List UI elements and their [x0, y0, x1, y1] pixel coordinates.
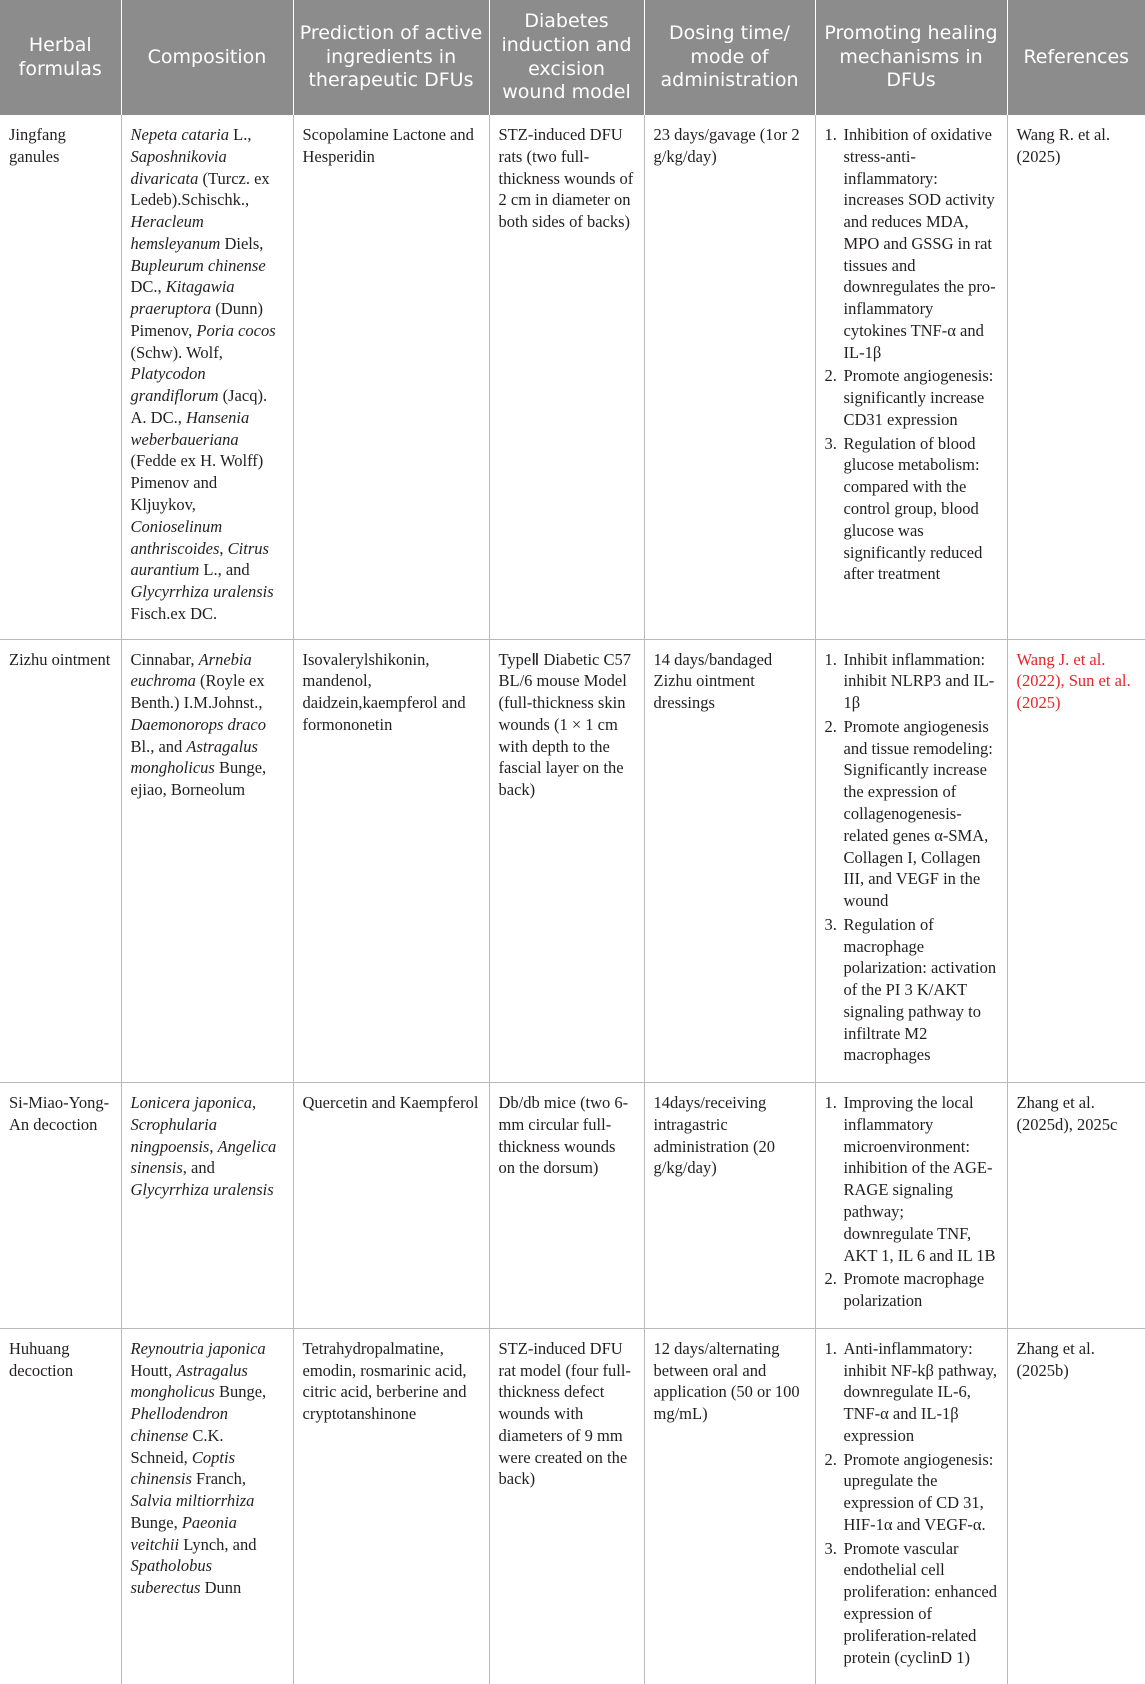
- mechanism-item: Regulation of blood glucose metabolism: compared with the control group, blood glucose was significantly reduced after treatment: [843, 433, 983, 584]
- cell-dosing: 14days/receiving intragastric administration (20 g/kg/day): [644, 1083, 815, 1329]
- mechanism-item: Promote angiogenesis and tissue remodeling: Significantly increase the expression of collagenogenesis-related genes α-SMA, Collagen I, Collagen III, and VEGF in the wound: [843, 716, 993, 911]
- column-header-mechanisms: Promoting healing mechanisms in DFUs: [815, 0, 1007, 115]
- cell-prediction: Scopolamine Lactone and Hesperidin: [293, 115, 489, 639]
- table-row: [0, 639, 1145, 1083]
- table-row: [0, 115, 1145, 639]
- cell-wound-model: Db/db mice (two 6-mm circular full-thickness wounds on the dorsum): [489, 1083, 644, 1329]
- table-row: [0, 1083, 1145, 1329]
- cell-prediction: Tetrahydropalmatine, emodin, rosmarinic acid, citric acid, berberine and cryptotanshinone: [293, 1328, 489, 1684]
- table-body: [0, 115, 1145, 1684]
- cell-herbal-formula: Jingfang ganules: [0, 115, 121, 639]
- cell-composition: Lonicera japonica, Scrophularia ningpoensis, Angelica sinensis, and Glycyrrhiza uralensis: [121, 1083, 293, 1329]
- cell-dosing: 14 days/bandaged Zizhu ointment dressings: [644, 639, 815, 1083]
- cell-wound-model: STZ-induced DFU rat model (four full-thickness defect wounds with diameters of 9 mm were created on the back): [489, 1328, 644, 1684]
- mechanism-item: Promote macrophage polarization: [843, 1269, 985, 1311]
- table-header: [0, 0, 1145, 115]
- table-row: [0, 1328, 1145, 1684]
- cell-dosing: 12 days/alternating between oral and application (50 or 100 mg/mL): [644, 1328, 815, 1684]
- cell-composition: Reynoutria japonica Houtt, Astragalus mongholicus Bunge, Phellodendron chinense C.K. Schneid, Coptis chinensis Franch, Salvia miltiorrhiza Bunge, Paeonia veitchii Lynch, and Spatholobus suberectus Dunn: [121, 1328, 293, 1684]
- mechanism-item: Inhibition of oxidative stress-anti-inflammatory: increases SOD activity and reduces MDA, MPO and GSSG in rat tissues and downregulates the pro-inflammatory cytokines TNF-α and IL-1β: [843, 125, 996, 362]
- cell-wound-model: TypeⅡ Diabetic C57 BL/6 mouse Model (full-thickness skin wounds (1 × 1 cm with depth to the fascial layer on the back): [489, 639, 644, 1083]
- mechanism-item: Promote angiogenesis: significantly increase CD31 expression: [843, 366, 994, 429]
- cell-prediction: Isovalerylshikonin, mandenol, daidzein,kaempferol and formononetin: [293, 639, 489, 1083]
- cell-references: Wang R. et al. (2025): [1007, 115, 1145, 639]
- cell-references: Zhang et al. (2025b): [1007, 1328, 1145, 1684]
- cell-composition: Nepeta cataria L., Saposhnikovia divaricata (Turcz. ex Ledeb).Schischk., Heracleum hemsleyanum Diels, Bupleurum chinense DC., Kitagawia praeruptora (Dunn) Pimenov, Poria cocos (Schw). Wolf, Platycodon grandiflorum (Jacq). A. DC., Hansenia weberbaueriana (Fedde ex H. Wolff) Pimenov and Kljuykov, Conioselinum anthriscoides, Citrus aurantium L., and Glycyrrhiza uralensis Fisch.ex DC.: [121, 115, 293, 639]
- mechanism-list: [825, 1338, 998, 1668]
- cell-herbal-formula: Zizhu ointment: [0, 639, 121, 1083]
- mechanism-item: Improving the local inflammatory microenvironment: inhibition of the AGE-RAGE signaling pathway; downregulate TNF, AKT 1, IL 6 and IL 1B: [843, 1093, 996, 1265]
- cell-prediction: Quercetin and Kaempferol: [293, 1083, 489, 1329]
- mechanism-item: Anti-inflammatory: inhibit NF-kβ pathway, downregulate IL-6, TNF-α and IL-1β expression: [843, 1338, 998, 1445]
- cell-dosing: 23 days/gavage (1or 2 g/kg/day): [644, 115, 815, 639]
- column-header-prediction: Prediction of active ingredients in therapeutic DFUs: [293, 0, 489, 115]
- cell-wound-model: STZ-induced DFU rats (two full-thickness wounds of 2 cm in diameter on both sides of backs): [489, 115, 644, 639]
- mechanism-item: Inhibit inflammation: inhibit NLRP3 and IL-1β: [843, 649, 995, 713]
- mechanism-list: [825, 649, 998, 1067]
- cell-herbal-formula: Huhuang decoction: [0, 1328, 121, 1684]
- cell-mechanisms: [815, 115, 1007, 639]
- column-header-references: References: [1007, 0, 1145, 115]
- column-header-herbal-formulas: Herbal formulas: [0, 0, 121, 115]
- column-header-composition: Composition: [121, 0, 293, 115]
- cell-herbal-formula: Si-Miao-Yong-An decoction: [0, 1083, 121, 1329]
- mechanism-item: Promote vascular endothelial cell proliferation: enhanced expression of proliferation-related protein (cyclinD 1): [843, 1538, 997, 1667]
- cell-mechanisms: [815, 1328, 1007, 1684]
- cell-mechanisms: [815, 1083, 1007, 1329]
- mechanism-list: [825, 1092, 998, 1312]
- mechanism-list: [825, 124, 998, 585]
- mechanism-item: Regulation of macrophage polarization: activation of the PI 3 K/AKT signaling pathway to infiltrate M2 macrophages: [843, 914, 997, 1065]
- cell-references: Zhang et al. (2025d), 2025c: [1007, 1083, 1145, 1329]
- table-header-row: [0, 0, 1145, 115]
- column-header-dosing: Dosing time/ mode of administration: [644, 0, 815, 115]
- cell-composition: Cinnabar, Arnebia euchroma (Royle ex Benth.) I.M.Johnst., Daemonorops draco Bl., and Astragalus mongholicus Bunge, ejiao, Borneolum: [121, 639, 293, 1083]
- column-header-model: Diabetes induction and excision wound model: [489, 0, 644, 115]
- cell-mechanisms: [815, 639, 1007, 1083]
- mechanism-item: Promote angiogenesis: upregulate the expression of CD 31, HIF-1α and VEGF-α.: [843, 1449, 994, 1534]
- cell-references: Wang J. et al. (2022), Sun et al. (2025): [1007, 639, 1145, 1083]
